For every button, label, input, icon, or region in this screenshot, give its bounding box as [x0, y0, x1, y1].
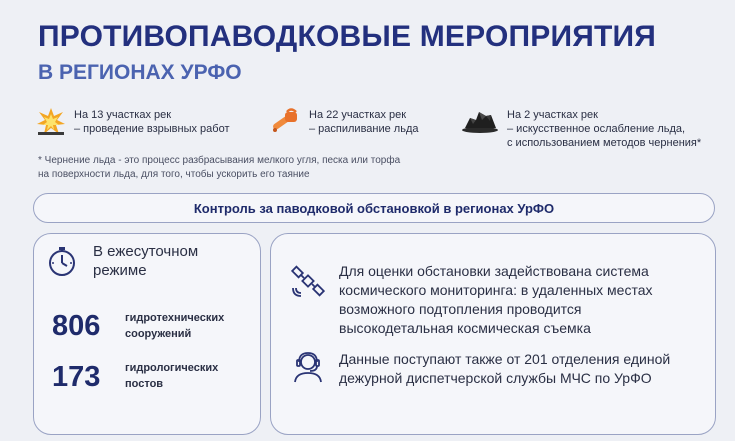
banner-text: Контроль за паводковой обстановкой в регионах УрФО	[193, 200, 555, 216]
coal-pile-icon	[461, 106, 499, 134]
explosion-icon	[36, 106, 66, 136]
info-line: возможного подтопления проводится	[339, 301, 582, 317]
fact-ice-sawing	[269, 106, 419, 136]
stat-label-line: постов	[125, 378, 164, 390]
satellite-icon	[291, 264, 325, 298]
stat-label	[125, 310, 224, 342]
fact-line: – искусственное ослабление льда,	[507, 123, 686, 135]
monitoring-card	[33, 233, 261, 435]
info-line: космического мониторинга: в удаленных местах	[339, 282, 653, 298]
fact-line: – распиливание льда	[309, 123, 419, 135]
page-title: ПРОТИВОПАВОДКОВЫЕ МЕРОПРИЯТИЯ	[38, 20, 657, 53]
mode-line: В ежесуточном	[93, 243, 199, 260]
info-line: Для оценки обстановки задействована система	[339, 263, 649, 279]
stat-number: 173	[52, 361, 101, 393]
page-subtitle: В РЕГИОНАХ УРФО	[38, 61, 242, 84]
footnote	[38, 154, 400, 182]
fact-blasting	[36, 106, 230, 136]
fact-line: – проведение взрывных работ	[74, 123, 230, 135]
chainsaw-icon	[269, 106, 301, 136]
stat-number: 806	[52, 310, 101, 342]
mode-line: режиме	[93, 262, 147, 279]
stat-label	[125, 360, 218, 392]
data-sources-card	[270, 233, 716, 435]
satellite-info	[339, 262, 652, 338]
info-line: высокодетальная космическая съемка	[339, 320, 591, 336]
footnote-line: на поверхности льда, для того, чтобы ускорить его таяние	[38, 169, 310, 180]
fact-ice-blackening	[461, 106, 701, 150]
fact-line: На 2 участках рек	[507, 109, 598, 121]
info-line: Данные поступают также от 201 отделения единой	[339, 351, 671, 367]
fact-line: с использованием методов чернения*	[507, 137, 702, 149]
info-line: дежурной диспетчерской службы МЧС по УрФО	[339, 370, 652, 386]
mode-text	[93, 242, 198, 280]
stopwatch-icon	[46, 246, 78, 278]
stat-label-line: гидрологических	[125, 362, 219, 374]
fact-line: На 22 участках рек	[309, 109, 407, 121]
operator-headset-icon	[291, 350, 325, 384]
section-banner	[33, 193, 715, 223]
footnote-line: * Чернение льда - это процесс разбрасывания мелкого угля, песка или торфа	[38, 155, 401, 166]
stat-label-line: сооружений	[125, 328, 192, 340]
dispatch-info	[339, 350, 670, 388]
stat-label-line: гидротехнических	[125, 312, 225, 324]
fact-line: На 13 участках рек	[74, 109, 172, 121]
